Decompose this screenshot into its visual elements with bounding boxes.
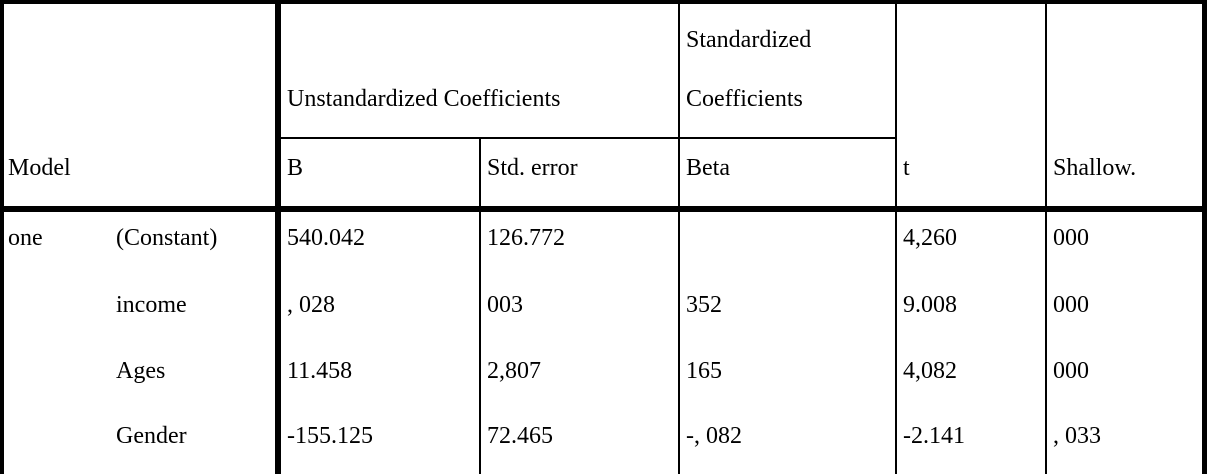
cell-sig: 000 [1053,358,1089,384]
row-name: (Constant) [116,225,218,251]
table-border-top [0,0,1207,4]
header-std-error: Std. error [487,155,578,181]
cell-std-error: 2,807 [487,358,541,384]
header-b: B [287,155,304,181]
header-sig: Shallow. [1053,155,1137,181]
header-unstandardized-coefficients: Unstandardized Coefficients [287,86,561,112]
header-standardized-line1: Standardized [686,27,812,53]
header-model: Model [8,155,71,181]
header-body-divider [0,206,1207,212]
cell-b: -155.125 [287,423,373,449]
column-divider-model-data [275,0,281,474]
column-divider-t-sig [1045,0,1047,474]
header-beta: Beta [686,155,730,181]
header-t: t [903,155,910,181]
column-divider-beta-t [895,0,897,474]
cell-beta: 165 [686,358,722,384]
cell-b: 540.042 [287,225,365,251]
row-name: Gender [116,423,187,449]
cell-beta: 352 [686,292,722,318]
row-name: income [116,292,187,318]
header-standardized-line2: Coefficients [686,86,803,112]
table-border-right [1202,0,1207,474]
cell-t: 4,082 [903,358,957,384]
cell-t: 9.008 [903,292,957,318]
column-divider-b-stderr [479,137,481,474]
cell-beta: -, 082 [686,423,742,449]
group-header-underline [281,137,895,139]
cell-std-error: 003 [487,292,523,318]
model-number: one [8,225,43,251]
table-border-left [0,0,4,474]
cell-t: 4,260 [903,225,957,251]
cell-sig: 000 [1053,225,1089,251]
cell-t: -2.141 [903,423,965,449]
cell-b: 11.458 [287,358,353,384]
cell-std-error: 72.465 [487,423,553,449]
cell-std-error: 126.772 [487,225,565,251]
cell-sig: 000 [1053,292,1089,318]
row-name: Ages [116,358,166,384]
cell-b: , 028 [287,292,335,318]
column-divider-unstd-std [678,0,680,474]
cell-sig: , 033 [1053,423,1101,449]
